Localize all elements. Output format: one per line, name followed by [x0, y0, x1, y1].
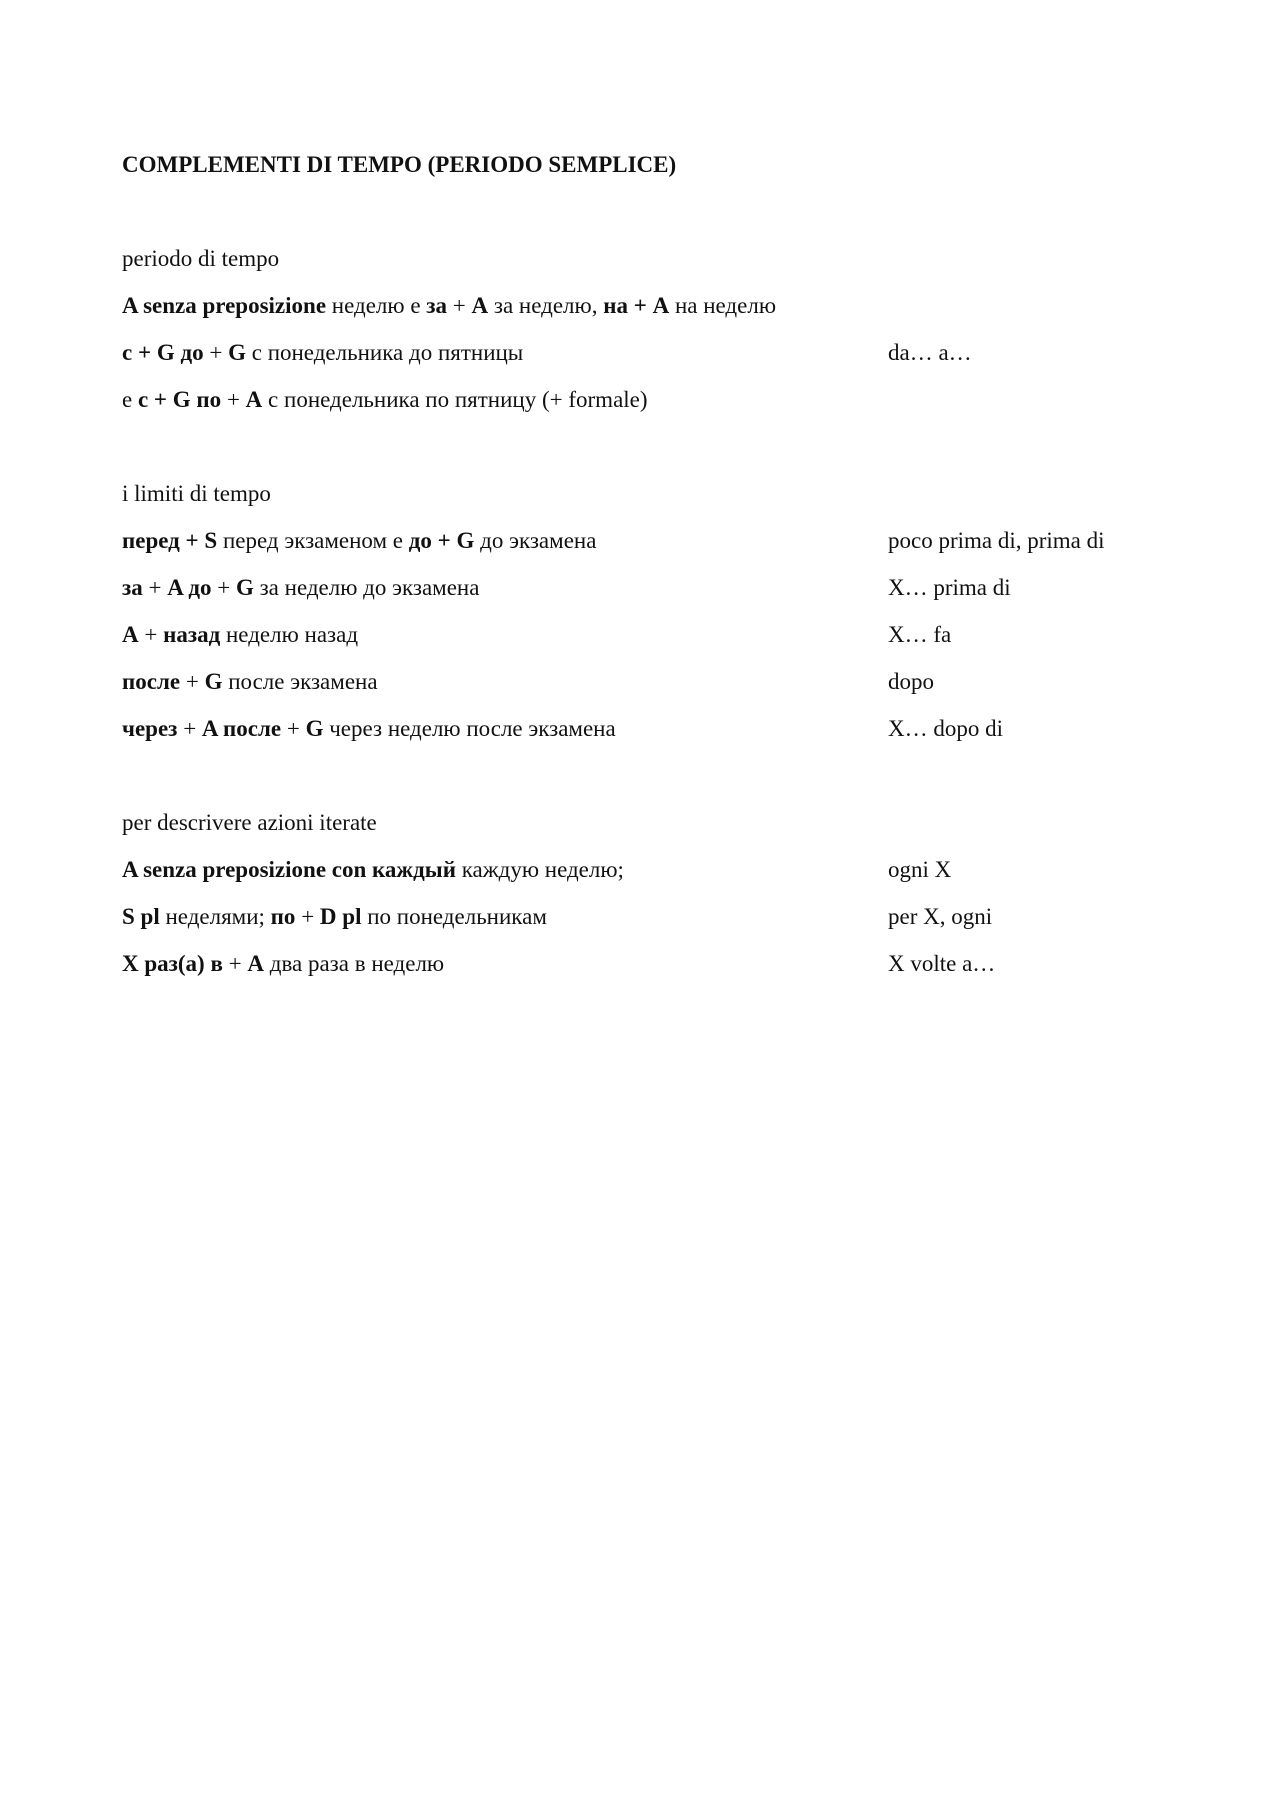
- rule-example: с понедельника по пятницу (+ formale): [262, 387, 648, 412]
- rule-formula: до + G: [408, 528, 475, 553]
- rule-formula: S pl: [122, 904, 160, 929]
- rule-formula: A: [122, 622, 139, 647]
- rule-text: [122, 857, 624, 883]
- rule-formula: за: [122, 575, 143, 600]
- rule-note: dopo: [888, 669, 934, 694]
- rule-formula: X раз(а) в: [122, 951, 223, 976]
- rule-text: [122, 387, 648, 413]
- rule-formula: G: [204, 669, 223, 694]
- rule-formula: G: [228, 340, 246, 365]
- rule-example: неделю назад: [220, 622, 359, 647]
- rule-example: перед экзаменом е: [217, 528, 409, 553]
- rule-example: неделю е: [326, 293, 427, 318]
- rule-text: [122, 904, 547, 930]
- rule-example: каждую неделю;: [455, 857, 624, 882]
- rule-example: +: [221, 387, 246, 412]
- rule-text: [122, 669, 378, 695]
- rule-example: +: [142, 575, 168, 600]
- rule-formula: за: [426, 293, 448, 318]
- section-heading-iterate: per descrivere azioni iterate: [122, 810, 377, 835]
- rule-example: +: [211, 575, 236, 600]
- rule-note: da… a…: [888, 340, 972, 365]
- rule-note: per X, ogni: [888, 904, 993, 929]
- rule-note: ogni X: [888, 857, 952, 882]
- rule-example: +: [222, 951, 248, 976]
- rule-example: +: [138, 622, 164, 647]
- rule-formula: A после: [201, 716, 282, 741]
- rule-text: [122, 528, 596, 554]
- rule-formula: A: [247, 951, 264, 976]
- rule-example: +: [295, 904, 320, 929]
- rule-example: за неделю,: [488, 293, 604, 318]
- rule-example: за неделю до экзамена: [253, 575, 480, 600]
- rule-example: +: [447, 293, 472, 318]
- rule-formula: на + A: [603, 293, 670, 318]
- rule-formula: A до: [167, 575, 212, 600]
- rule-example: по понедельникам: [361, 904, 547, 929]
- rule-example: два раза в неделю: [264, 951, 445, 976]
- rule-text: [122, 951, 444, 977]
- rule-note: X… fa: [888, 622, 952, 647]
- rule-example: после экзамена: [222, 669, 378, 694]
- rule-formula: перед + S: [122, 528, 218, 553]
- rule-formula: A senza preposizione: [122, 293, 327, 318]
- rule-text: [122, 622, 358, 648]
- rule-text: [122, 575, 479, 601]
- rule-formula: после: [122, 669, 181, 694]
- rule-formula: A senza preposizione con каждый: [122, 857, 456, 882]
- section-heading-limiti: i limiti di tempo: [122, 481, 271, 506]
- rule-formula: A: [471, 293, 489, 318]
- rule-example: неделями;: [159, 904, 271, 929]
- rule-text: [122, 340, 523, 366]
- rule-example: е: [122, 387, 138, 412]
- rule-formula: через: [122, 716, 178, 741]
- rule-example: +: [281, 716, 306, 741]
- rule-example: +: [177, 716, 202, 741]
- rule-formula: с + G по: [137, 387, 222, 412]
- rule-formula: A: [245, 387, 263, 412]
- rule-formula: D pl: [319, 904, 362, 929]
- rule-example: с понедельника до пятницы: [245, 340, 524, 365]
- rule-example: через неделю после экзамена: [323, 716, 616, 741]
- rule-example: до экзамена: [474, 528, 597, 553]
- rule-example: +: [180, 669, 205, 694]
- rule-formula: по: [270, 904, 296, 929]
- rule-example: на неделю: [669, 293, 777, 318]
- rule-formula: с + G: [122, 340, 175, 365]
- rule-formula: G: [235, 575, 254, 600]
- rule-formula: до: [180, 340, 204, 365]
- rule-formula: назад: [163, 622, 221, 647]
- rule-note: X… prima di: [888, 575, 1011, 600]
- rule-note: X… dopo di: [888, 716, 1003, 741]
- rule-note: poco prima di, prima di: [888, 528, 1105, 553]
- page-title: COMPLEMENTI DI TEMPO (PERIODO SEMPLICE): [122, 152, 677, 177]
- rule-note: X volte a…: [888, 951, 996, 976]
- rule-example: +: [203, 340, 229, 365]
- rule-text: [122, 293, 776, 319]
- rule-text: [122, 716, 616, 742]
- section-heading-periodo: periodo di tempo: [122, 246, 280, 271]
- rule-formula: G: [305, 716, 324, 741]
